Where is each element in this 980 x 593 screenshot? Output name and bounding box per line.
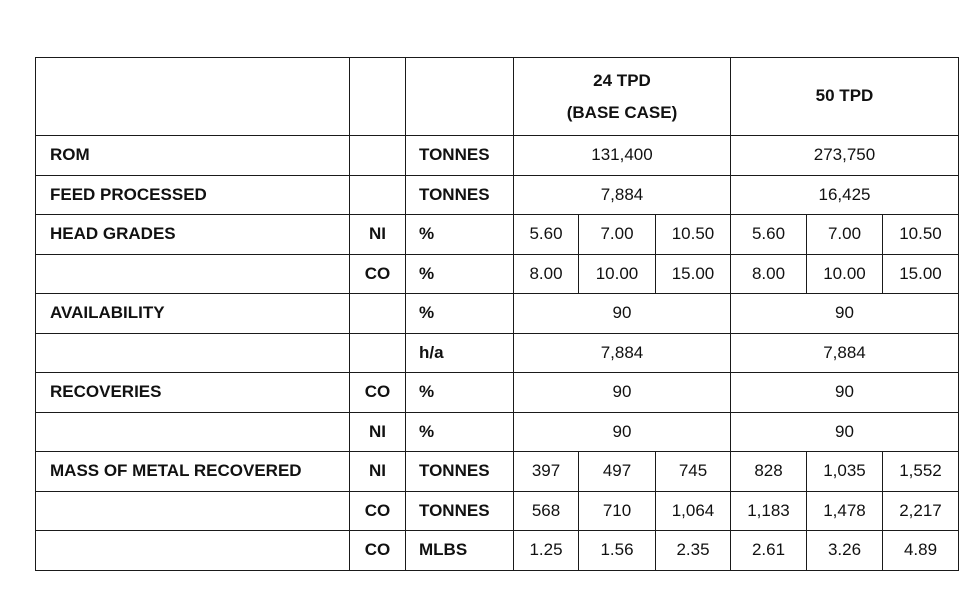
value-cell: 10.00: [807, 254, 883, 294]
header-empty-cell: [36, 58, 350, 136]
value-cell: 8.00: [514, 254, 579, 294]
header-row: [36, 58, 959, 136]
value-cell: 828: [731, 452, 807, 492]
table-row: [36, 136, 959, 176]
unit-cell: TONNES: [406, 136, 514, 176]
unit-cell: TONNES: [406, 452, 514, 492]
value-50-tpd: 273,750: [731, 136, 959, 176]
value-cell: 8.00: [731, 254, 807, 294]
value-24-tpd: 90: [514, 294, 731, 334]
value-cell: 10.50: [883, 215, 959, 255]
unit-cell: %: [406, 412, 514, 452]
row-label: [36, 531, 350, 571]
value-cell: 10.50: [656, 215, 731, 255]
header-empty-cell: [406, 58, 514, 136]
value-24-tpd: 131,400: [514, 136, 731, 176]
value-24-tpd: 90: [514, 373, 731, 413]
value-cell: 1.56: [579, 531, 656, 571]
metal-cell: [350, 333, 406, 373]
value-cell: 15.00: [883, 254, 959, 294]
table-row: [36, 333, 959, 373]
unit-cell: MLBS: [406, 531, 514, 571]
value-cell: 15.00: [656, 254, 731, 294]
column-header-24-tpd-line1: 24 TPD: [593, 70, 651, 90]
value-cell: 1,035: [807, 452, 883, 492]
column-header-50-tpd: 50 TPD: [731, 58, 959, 136]
table-row: [36, 294, 959, 334]
table-row: [36, 531, 959, 571]
production-summary-table: [35, 57, 959, 571]
row-label: [36, 412, 350, 452]
unit-cell: %: [406, 373, 514, 413]
metal-cell: [350, 294, 406, 334]
value-cell: 1.25: [514, 531, 579, 571]
table-row: [36, 175, 959, 215]
value-cell: 5.60: [514, 215, 579, 255]
value-cell: 4.89: [883, 531, 959, 571]
value-50-tpd: 90: [731, 294, 959, 334]
row-label: AVAILABILITY: [36, 294, 350, 334]
row-label: HEAD GRADES: [36, 215, 350, 255]
table-row: [36, 491, 959, 531]
table-row: [36, 412, 959, 452]
row-label: MASS OF METAL RECOVERED: [36, 452, 350, 492]
header-empty-cell: [350, 58, 406, 136]
value-24-tpd: 7,884: [514, 175, 731, 215]
value-50-tpd: 16,425: [731, 175, 959, 215]
value-cell: 7.00: [807, 215, 883, 255]
metal-cell: CO: [350, 254, 406, 294]
value-cell: 1,183: [731, 491, 807, 531]
value-cell: 1,064: [656, 491, 731, 531]
unit-cell: h/a: [406, 333, 514, 373]
value-cell: 7.00: [579, 215, 656, 255]
value-50-tpd: 90: [731, 412, 959, 452]
value-24-tpd: 90: [514, 412, 731, 452]
metal-cell: [350, 136, 406, 176]
value-cell: 568: [514, 491, 579, 531]
unit-cell: TONNES: [406, 175, 514, 215]
metal-cell: CO: [350, 531, 406, 571]
metal-cell: [350, 175, 406, 215]
column-header-24-tpd: [514, 58, 731, 136]
unit-cell: %: [406, 254, 514, 294]
unit-cell: %: [406, 215, 514, 255]
value-cell: 497: [579, 452, 656, 492]
table-row: [36, 215, 959, 255]
value-cell: 10.00: [579, 254, 656, 294]
row-label: FEED PROCESSED: [36, 175, 350, 215]
unit-cell: %: [406, 294, 514, 334]
metal-cell: NI: [350, 215, 406, 255]
table-row: [36, 452, 959, 492]
value-50-tpd: 90: [731, 373, 959, 413]
table-row: [36, 373, 959, 413]
value-24-tpd: 7,884: [514, 333, 731, 373]
unit-cell: TONNES: [406, 491, 514, 531]
row-label: ROM: [36, 136, 350, 176]
value-cell: 1,552: [883, 452, 959, 492]
column-header-24-tpd-line2: (BASE CASE): [566, 102, 678, 122]
value-cell: 2,217: [883, 491, 959, 531]
row-label: RECOVERIES: [36, 373, 350, 413]
value-50-tpd: 7,884: [731, 333, 959, 373]
value-cell: 397: [514, 452, 579, 492]
metal-cell: CO: [350, 373, 406, 413]
metal-cell: CO: [350, 491, 406, 531]
value-cell: 5.60: [731, 215, 807, 255]
row-label: [36, 491, 350, 531]
value-cell: 2.61: [731, 531, 807, 571]
row-label: [36, 333, 350, 373]
table-row: [36, 254, 959, 294]
value-cell: 3.26: [807, 531, 883, 571]
value-cell: 745: [656, 452, 731, 492]
row-label: [36, 254, 350, 294]
value-cell: 2.35: [656, 531, 731, 571]
value-cell: 1,478: [807, 491, 883, 531]
metal-cell: NI: [350, 452, 406, 492]
value-cell: 710: [579, 491, 656, 531]
metal-cell: NI: [350, 412, 406, 452]
